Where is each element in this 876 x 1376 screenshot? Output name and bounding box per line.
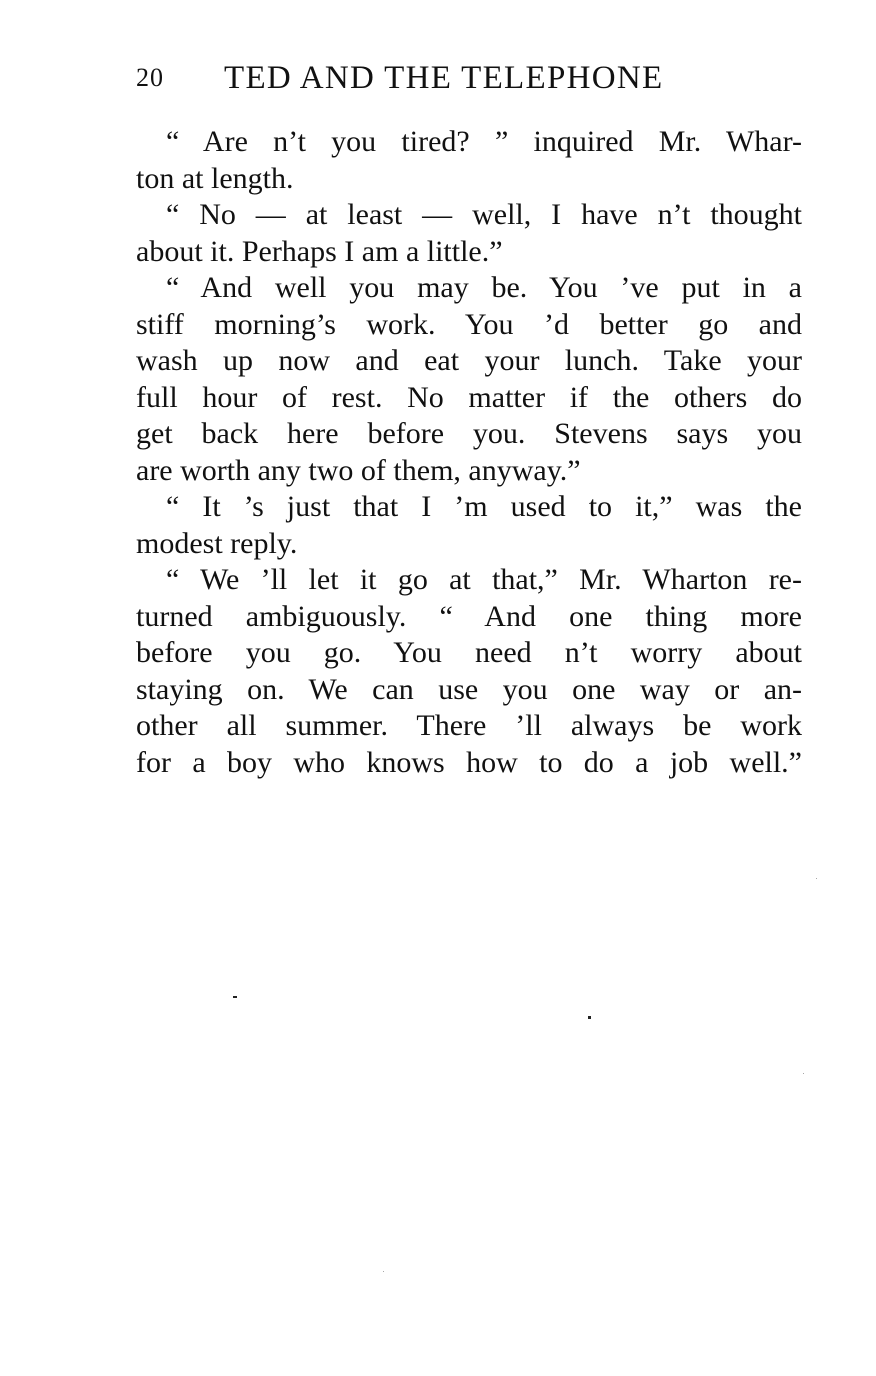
page-number: 20 <box>136 63 164 92</box>
text-line: full hour of rest. No matter if the others do <box>136 380 802 414</box>
text-line: staying on. We can use you one way or an- <box>136 672 802 706</box>
text-line: about it. Perhaps I am a little.” <box>136 234 503 268</box>
body-text <box>136 124 802 781</box>
scan-speck <box>803 1073 804 1074</box>
running-title: TED AND THE TELEPHONE <box>224 60 664 96</box>
scan-speck <box>383 1271 384 1272</box>
text-line: other all summer. There ’ll always be work <box>136 709 802 742</box>
text-line: before you go. You need n’t worry about <box>136 636 802 669</box>
scan-speck <box>233 996 237 998</box>
text-line: stiff morning’s work. You ’d better go and <box>136 307 802 341</box>
scan-speck <box>588 1016 591 1019</box>
text-line: “ It ’s just that I ’m used to it,” was the <box>166 490 802 523</box>
text-line: get back here before you. Stevens says you <box>136 417 802 450</box>
scan-speck <box>816 878 817 879</box>
text-line: “ We ’ll let it go at that,” Mr. Wharton re- <box>166 563 802 596</box>
text-line: “ Are n’t you tired? ” inquired Mr. Whar- <box>166 125 802 158</box>
text-line: wash up now and eat your lunch. Take your <box>136 344 802 377</box>
text-line: for a boy who knows how to do a job well.” <box>136 745 802 779</box>
text-line: “ And well you may be. You ’ve put in a <box>166 271 802 304</box>
text-line: ton at length. <box>136 161 294 195</box>
text-line: turned ambiguously. “ And one thing more <box>136 599 802 633</box>
running-head <box>136 58 804 98</box>
text-line: are worth any two of them, anyway.” <box>136 453 581 487</box>
text-line: modest reply. <box>136 526 298 560</box>
text-line: “ No — at least — well, I have n’t thought <box>166 198 802 231</box>
